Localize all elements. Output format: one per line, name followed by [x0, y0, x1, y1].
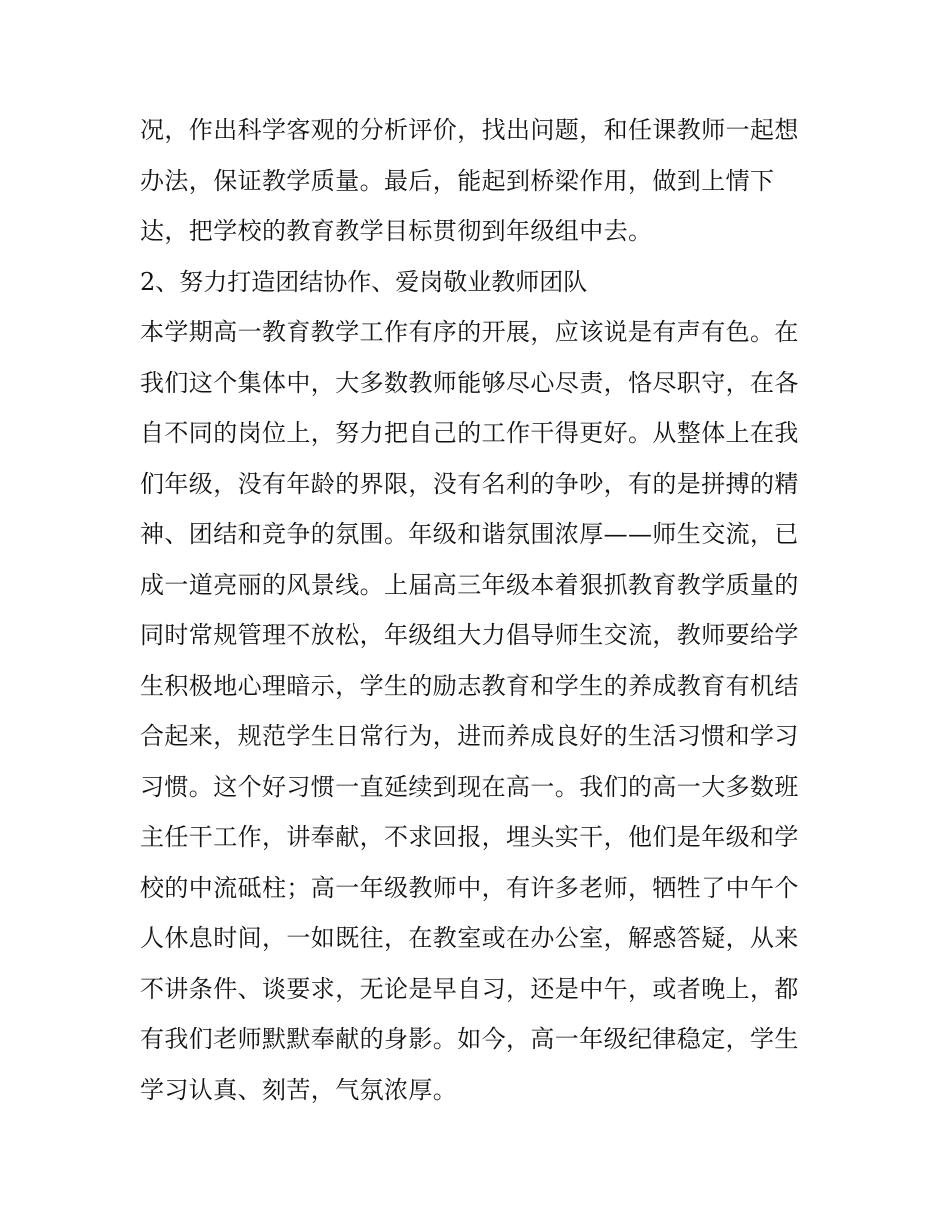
paragraph-line: 办法，保证教学质量。最后，能起到桥梁作用，做到上情下 — [140, 166, 775, 195]
paragraph-line: 自不同的岗位上，努力把自己的工作干得更好。从整体上在我 — [140, 419, 799, 447]
paragraph-line: 有我们老师默默奉献的身影。如今，高一年级纪律稳定，学生 — [140, 1025, 799, 1053]
paragraph-line: 达，把学校的教育教学目标贯彻到年级组中去。 — [140, 217, 653, 245]
paragraph-line: 们年级，没有年龄的界限，没有名利的争吵，有的是拼搏的精 — [140, 469, 799, 498]
paragraph-line: 校的中流砥柱；高一年级教师中，有许多老师，牺牲了中午个 — [140, 873, 799, 902]
paragraph-line: 合起来，规范学生日常行为，进而养成良好的生活习惯和学习 — [140, 722, 799, 750]
paragraph-line: 同时常规管理不放松，年级组大力倡导师生交流，教师要给学 — [140, 621, 799, 649]
document-body — [140, 105, 820, 1115]
paragraph-line: 习惯。这个好习惯一直延续到现在高一。我们的高一大多数班 — [140, 772, 799, 801]
paragraph-line: 学习认真、刻苦，气氛浓厚。 — [140, 1075, 458, 1104]
paragraph-line: 人休息时间，一如既往，在教室或在办公室，解惑答疑，从来 — [140, 924, 799, 952]
paragraph-line: 不讲条件、谈要求，无论是早自习，还是中午，或者晚上，都 — [140, 974, 799, 1003]
paragraph-line: 神、团结和竞争的氛围。年级和谐氛围浓厚——师生交流，已 — [140, 520, 799, 548]
paragraph-line: 主任干工作，讲奉献，不求回报，埋头实干，他们是年级和学 — [140, 823, 799, 851]
paragraph-line: 本学期高一教育教学工作有序的开展，应该说是有声有色。在 — [140, 318, 799, 346]
section-heading: 2、努力打造团结协作、爱岗敬业教师团队 — [140, 267, 588, 296]
paragraph-line: 生积极地心理暗示，学生的励志教育和学生的养成教育有机结 — [140, 671, 799, 700]
paragraph-line: 况，作出科学客观的分析评价，找出问题，和任课教师一起想 — [140, 116, 799, 144]
paragraph-line: 成一道亮丽的风景线。上届高三年级本着狠抓教育教学质量的 — [140, 570, 799, 599]
paragraph-line: 我们这个集体中，大多数教师能够尽心尽责，恪尽职守，在各 — [140, 368, 799, 397]
